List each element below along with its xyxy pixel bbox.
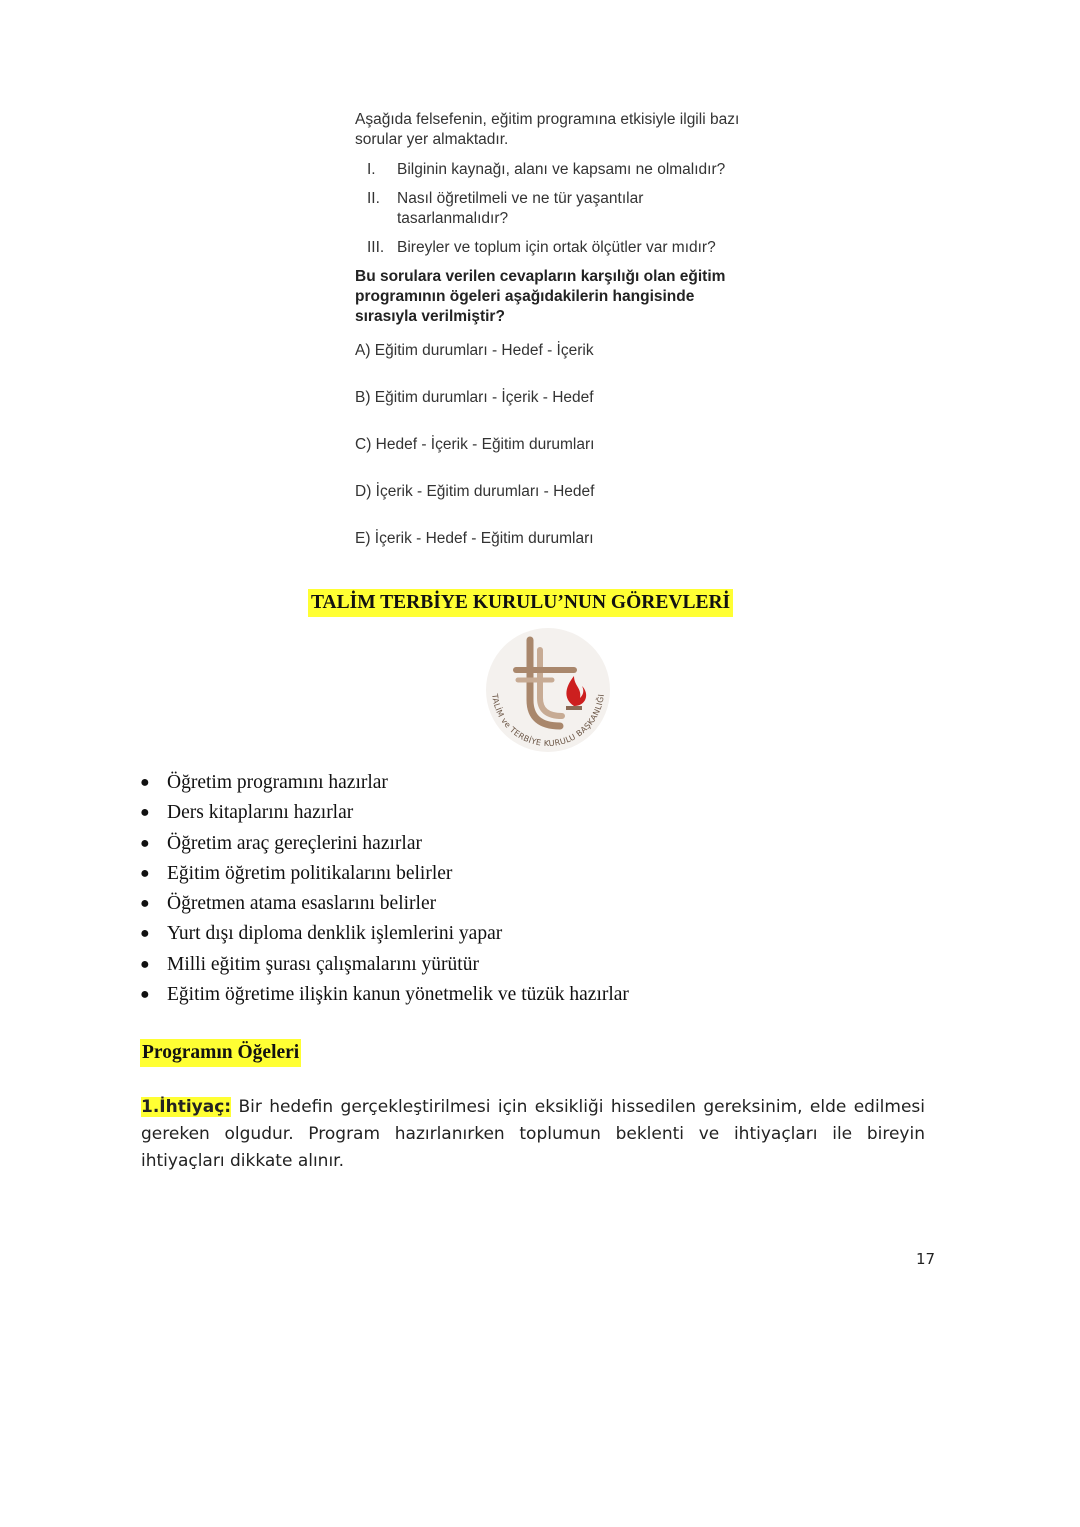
duty-text: Eğitim öğretime ilişkin kanun yönetmelik ve tüzük hazırlar (167, 984, 629, 1006)
duties-list (140, 768, 629, 1010)
option-a: A) Eğitim durumları - Hedef - İçerik (355, 342, 594, 359)
duty-text: Öğretmen atama esaslarını belirler (167, 893, 437, 915)
logo-text: TALİM ve TERBİYE KURULU BAŞKANLIĞI (490, 693, 606, 749)
option-b: B) Eğitim durumları - İçerik - Hedef (355, 389, 594, 406)
statement-number: II. (367, 190, 380, 207)
exam-question (355, 110, 775, 549)
bullet-icon: ● (140, 986, 150, 1004)
duty-text: Ders kitaplarını hazırlar (167, 802, 354, 824)
list-item (140, 798, 629, 828)
option-e: E) İçerik - Hedef - Eğitim durumları (355, 530, 594, 547)
statement-3 (355, 238, 775, 258)
statement-text: Bireyler ve toplum için ortak ölçütler var mıdır? (397, 239, 716, 256)
question-intro: Aşağıda felsefenin, eğitim programına etkisiyle ilgili bazı sorular yer almaktadır. (355, 111, 740, 148)
bullet-icon: ● (140, 864, 150, 882)
question-prompt: Bu sorulara verilen cevapların karşılığı olan eğitim programının ögeleri aşağıdakilerin hangisinde sırasıyla verilmiştir? (355, 268, 726, 325)
duty-text: Yurt dışı diploma denklik işlemlerini yapar (167, 923, 503, 945)
needs-paragraph (141, 1094, 925, 1175)
bullet-icon: ● (140, 834, 150, 852)
list-item (140, 919, 629, 949)
duty-text: Milli eğitim şurası çalışmalarını yürütür (167, 953, 479, 975)
needs-term: 1.İhtiyaç: (141, 1097, 232, 1117)
option-c: C) Hedef - İçerik - Eğitim durumları (355, 436, 595, 453)
logo-background (486, 628, 610, 752)
duty-text: Öğretim araç gereçlerini hazırlar (167, 832, 422, 854)
torch-base-icon (566, 706, 582, 710)
section-title: TALİM TERBİYE KURULU’NUN GÖREVLERİ (308, 589, 733, 617)
bullet-icon: ● (140, 895, 150, 913)
needs-text: Bir hedefin gerçekleştirilmesi için eksikliği hissedilen gereksinim, elde edilmesi gereken olgudur. Program hazırlanırken toplumun beklenti ve ihtiyaçları ile bireyin ihtiyaçları dikkate alınır. (141, 1097, 925, 1171)
statement-1 (355, 160, 775, 180)
subsection-title: Programın Öğeleri (140, 1039, 301, 1067)
list-item (140, 859, 629, 889)
list-item (140, 889, 629, 919)
bullet-icon: ● (140, 774, 150, 791)
list-item (140, 829, 629, 859)
statement-2 (355, 189, 775, 229)
option-d: D) İçerik - Eğitim durumları - Hedef (355, 483, 595, 500)
duty-text: Eğitim öğretim politikalarını belirler (167, 862, 453, 884)
bullet-icon: ● (140, 804, 150, 822)
talim-terbiye-logo (478, 628, 618, 756)
bullet-icon: ● (140, 955, 150, 973)
page-number: 17 (916, 1250, 936, 1268)
list-item (140, 980, 629, 1010)
list-item (140, 950, 629, 980)
statement-text: Bilginin kaynağı, alanı ve kapsamı ne olmalıdır? (397, 161, 726, 178)
bullet-icon: ● (140, 925, 150, 943)
statement-number: I. (367, 161, 376, 178)
duty-text: Öğretim programını hazırlar (167, 772, 388, 793)
statement-number: III. (367, 239, 385, 256)
statement-text: Nasıl öğretilmeli ve ne tür yaşantılar tasarlanmalıdır? (397, 190, 644, 227)
list-item (140, 768, 629, 798)
